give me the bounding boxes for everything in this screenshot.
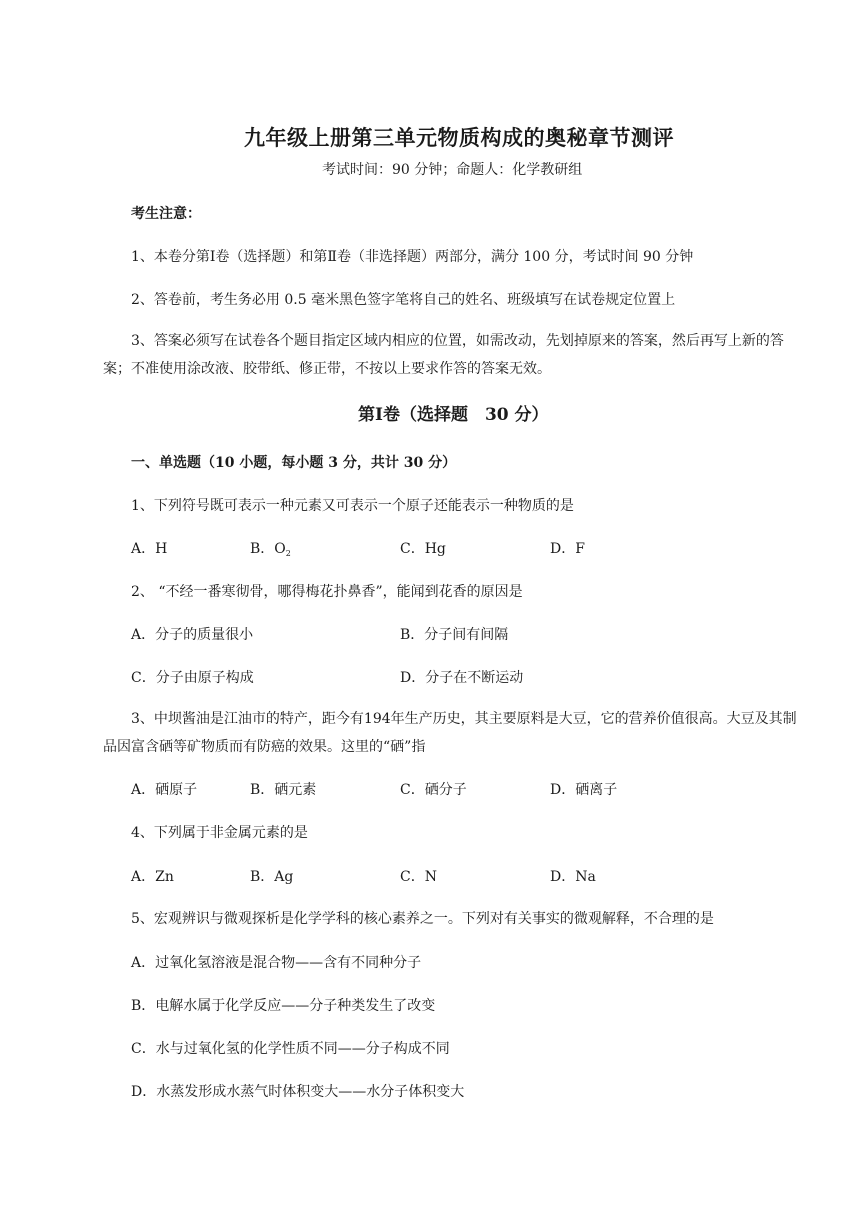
question-2-option-c: C．分子由原子构成 (131, 670, 254, 686)
question-1-stem: 1、下列符号既可表示一种元素又可表示一个原子还能表示一种物质的是 (131, 498, 574, 514)
question-5-option-a: A．过氧化氢溶液是混合物——含有不同种分子 (131, 955, 422, 971)
question-1-option-b (250, 539, 291, 564)
notice-item-2: 2、答卷前，考生务必用 0.5 毫米黑色签字笔将自己的姓名、班级填写在试卷规定位置上 (131, 292, 676, 308)
notice-item-3: 3、答案必须写在试卷各个题目指定区域内相应的位置，如需改动，先划掉原来的答案，然后再写上新的答案；不准使用涂改液、胶带纸、修正带，不按以上要求作答的答案无效。 (103, 333, 784, 377)
question-5-option-b: B．电解水属于化学反应——分子种类发生了改变 (131, 998, 436, 1014)
question-4-option-c: C．N (400, 869, 437, 885)
notice-item-1: 1、本卷分第Ⅰ卷（选择题）和第Ⅱ卷（非选择题）两部分，满分 100 分，考试时间 90 分钟 (131, 249, 694, 265)
question-3-option-a: A．硒原子 (131, 782, 198, 798)
question-3-option-b: B．硒元素 (250, 782, 317, 798)
question-3-option-c: C．硒分子 (400, 782, 467, 798)
option-b-subscript: 2 (285, 549, 291, 558)
question-4-option-a: A．Zn (131, 869, 174, 885)
question-1-option-d: D．F (550, 541, 585, 557)
question-4-stem: 4、下列属于非金属元素的是 (131, 825, 308, 841)
question-3-option-d: D．硒离子 (550, 782, 618, 798)
question-5-stem: 5、宏观辨识与微观探析是化学学科的核心素养之一。下列对有关事实的微观解释，不合理的是 (131, 911, 714, 927)
exam-title: 九年级上册第三单元物质构成的奥秘章节测评 (244, 125, 674, 150)
question-2-option-a: A．分子的质量很小 (131, 627, 254, 643)
question-3-stem: 3、中坝酱油是江油市的特产，距今有194年生产历史，其主要原料是大豆，它的营养价值很高。大豆及其制品因富含硒等矿物质而有防癌的效果。这里的“硒”指 (103, 711, 797, 755)
exam-subtitle: 考试时间：90 分钟；命题人：化学教研组 (322, 162, 583, 178)
question-2-stem: 2、 “不经一番寒彻骨，哪得梅花扑鼻香”，能闻到花香的原因是 (131, 584, 523, 600)
option-b-text: B．O (250, 541, 286, 557)
notice-heading: 考生注意： (131, 206, 201, 222)
question-1-option-c: C．Hg (400, 541, 446, 557)
part1-title: 第Ⅰ卷（选择题 30 分） (358, 405, 549, 425)
question-2-option-b: B．分子间有间隔 (400, 627, 509, 643)
question-5-option-c: C．水与过氧化氢的化学性质不同——分子构成不同 (131, 1041, 450, 1057)
question-1-option-a: A．H (131, 541, 168, 557)
question-5-option-d: D．水蒸发形成水蒸气时体积变大——水分子体积变大 (131, 1084, 465, 1100)
question-4-option-b: B．Ag (250, 869, 294, 885)
section-heading: 一、单选题（10 小题，每小题 3 分，共计 30 分） (131, 455, 457, 471)
question-4-option-d: D．Na (550, 869, 596, 885)
question-2-option-d: D．分子在不断运动 (400, 670, 524, 686)
